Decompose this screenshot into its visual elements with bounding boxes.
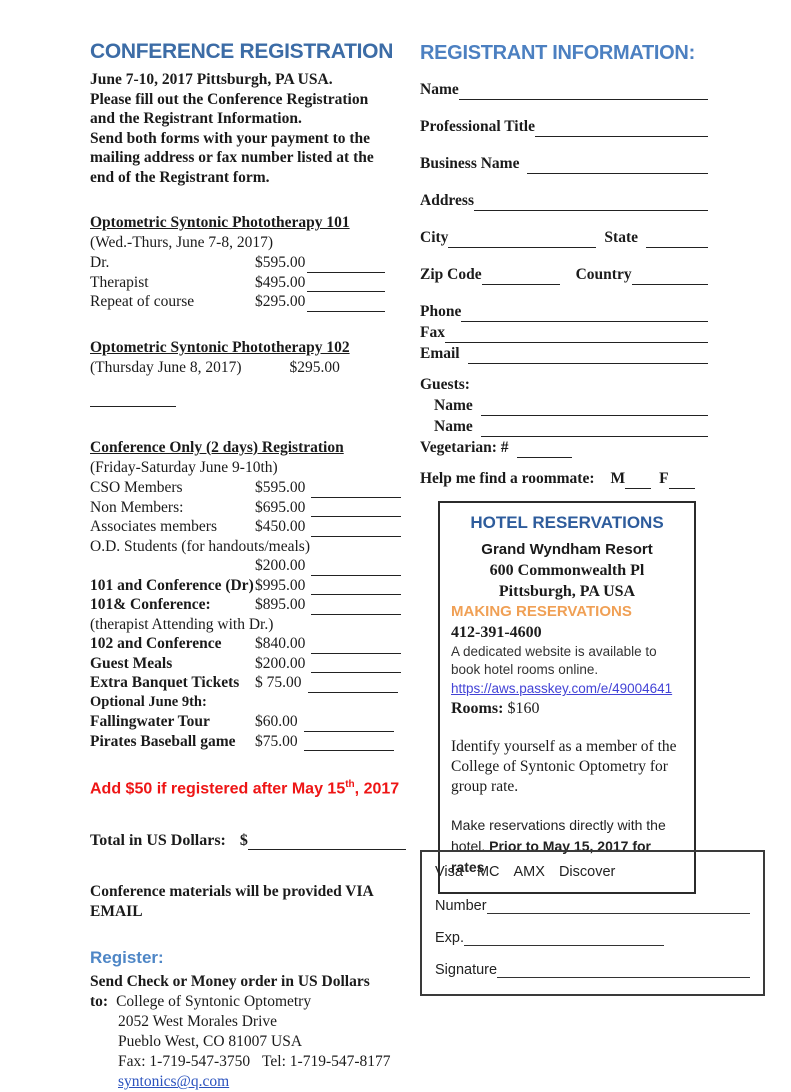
- fill-in-blank: [632, 269, 708, 285]
- fill-in-blank: [517, 442, 572, 458]
- price-value: $595.00: [255, 479, 306, 496]
- late-fee-text: Add $50 if registered after May 15: [90, 780, 346, 798]
- hotel-address-line: 600 Commonwealth Pl: [489, 562, 645, 579]
- card-type-visa: Visa: [435, 864, 463, 880]
- male-label: M: [610, 470, 626, 487]
- section-dates: (Friday-Saturday June 9-10th): [90, 459, 278, 476]
- form-field-name: [420, 79, 708, 100]
- fill-in-blank: [311, 560, 401, 576]
- price-note-row: [90, 615, 418, 635]
- section-phototherapy-101: [90, 213, 418, 312]
- address-street: 2052 West Morales Drive: [118, 1013, 278, 1031]
- fill-in-blank: [311, 638, 401, 654]
- price-value: $200.00: [255, 557, 306, 574]
- price-row: [90, 292, 418, 312]
- hotel-booking-link[interactable]: https://aws.passkey.com/e/49004641: [451, 681, 673, 696]
- price-value: $695.00: [255, 498, 306, 516]
- rooms-label: Rooms:: [451, 700, 504, 717]
- price-row: [90, 556, 418, 576]
- price-label: 101 and Conference (Dr): [90, 576, 254, 594]
- fill-in-blank: [646, 232, 708, 248]
- intro-line: end of the Registrant form.: [90, 168, 270, 186]
- card-signature-field: [435, 962, 750, 978]
- address-city: Pueblo West, CO 81007 USA: [118, 1033, 303, 1051]
- price-row: [90, 634, 418, 654]
- fill-in-blank: [535, 121, 708, 137]
- card-exp-field: [435, 930, 750, 946]
- fill-in-blank: [311, 482, 401, 498]
- price-label: Dr.: [90, 254, 110, 271]
- materials-note: Conference materials will be provided VIA EMAIL: [90, 883, 373, 921]
- price-value: $60.00: [255, 713, 298, 730]
- total-row: [90, 832, 418, 850]
- rooms-price: $160: [507, 700, 540, 717]
- section-heading: Conference Only (2 days) Registration: [90, 439, 344, 456]
- group-rate-note: Identify yourself as a member of the College of Syntonic Optometry for group rate.: [451, 738, 677, 795]
- fill-in-blank: [311, 521, 401, 537]
- price-label: Non Members:: [90, 498, 184, 516]
- optional-heading-row: [90, 693, 418, 713]
- tel-number: Tel: 1-719-547-8177: [262, 1053, 391, 1071]
- field-label: Number: [435, 898, 487, 914]
- price-row: [90, 595, 418, 615]
- price-row: [90, 273, 418, 293]
- fill-in-blank: [482, 269, 560, 285]
- reserve-deadline: Prior to May 15, 2017 for rates: [451, 838, 651, 875]
- card-number-field: [435, 898, 750, 914]
- page-title: CONFERENCE REGISTRATION: [90, 40, 394, 63]
- fill-in-blank: [445, 327, 708, 343]
- price-row: [90, 517, 418, 537]
- price-row: [90, 478, 418, 498]
- guest-name-field: [420, 395, 708, 416]
- price-value: $295.00: [255, 293, 306, 310]
- intro-line: Send both forms with your payment to the: [90, 129, 371, 147]
- field-label: Professional Title: [420, 118, 535, 135]
- hotel-address-line: Pittsburgh, PA USA: [498, 583, 636, 600]
- fill-in-blank: [307, 276, 385, 292]
- section-dates: (Wed.-Thurs, June 7-8, 2017): [90, 234, 273, 251]
- guests-heading: [420, 374, 708, 395]
- field-label: Name: [420, 81, 459, 98]
- email-link[interactable]: syntonics@q.com: [118, 1073, 230, 1091]
- card-type-discover: Discover: [558, 864, 616, 880]
- making-reservations-heading: MAKING RESERVATIONS: [451, 603, 632, 620]
- price-label: 101& Conference:: [90, 596, 211, 613]
- fill-in-blank: [311, 579, 401, 595]
- price-value: $295.00: [289, 358, 340, 376]
- price-value: $75.00: [255, 732, 298, 750]
- conference-registration-column: [90, 40, 418, 1092]
- hotel-website-note: A dedicated website is available to book hotel rooms online.: [451, 644, 657, 677]
- rooms-rate: [451, 698, 683, 719]
- field-label: Help me find a roommate:: [420, 470, 595, 487]
- price-row: [90, 498, 418, 518]
- female-label: F: [659, 470, 669, 487]
- fill-in-blank: [481, 400, 708, 416]
- field-label: Signature: [435, 962, 498, 978]
- fill-in-blank: [461, 306, 708, 322]
- price-value: $200.00: [255, 654, 306, 672]
- currency-sign: $: [239, 832, 248, 850]
- price-label: Extra Banquet Tickets: [90, 674, 240, 691]
- price-label: O.D. Students (for handouts/meals): [90, 537, 310, 555]
- field-label: Phone: [420, 303, 462, 320]
- late-fee-warning: [90, 779, 418, 798]
- field-label: Guests:: [420, 376, 470, 393]
- fax-tel-line: [90, 1052, 418, 1072]
- price-value: $840.00: [255, 635, 306, 652]
- field-label: Business Name: [420, 155, 520, 172]
- price-value: $995.00: [255, 576, 306, 594]
- fill-in-blank: [474, 195, 708, 211]
- price-label: Associates members: [90, 518, 217, 535]
- total-label: Total in US Dollars:: [90, 832, 226, 850]
- fill-in-blank: [468, 348, 708, 364]
- price-label: Fallingwater Tour: [90, 713, 210, 730]
- hotel-reservations-box: [438, 501, 696, 894]
- form-field-fax: [420, 322, 708, 343]
- price-row: [90, 712, 418, 732]
- fill-in-blank: [487, 899, 750, 914]
- to-label: to:: [90, 993, 109, 1011]
- field-label: Zip Code: [420, 266, 482, 283]
- field-label: Name: [434, 418, 473, 435]
- section-heading: Optometric Syntonic Phototherapy 102: [90, 338, 350, 356]
- fill-in-blank: [497, 963, 750, 978]
- fill-in-blank: [464, 931, 664, 946]
- price-label: (Thursday June 8, 2017): [90, 358, 242, 376]
- price-row: [90, 654, 418, 674]
- fill-in-blank: [527, 158, 708, 174]
- price-note: (therapist Attending with Dr.): [90, 615, 274, 633]
- card-type-amx: AMX: [513, 864, 545, 880]
- form-field-professional-title: [420, 116, 708, 137]
- fill-in-blank: [311, 599, 401, 615]
- late-fee-year: , 2017: [354, 780, 400, 798]
- price-row: [90, 732, 418, 752]
- optional-heading: Optional June 9th:: [90, 693, 207, 710]
- field-label: Address: [420, 192, 474, 209]
- fill-in-blank: [669, 473, 695, 489]
- price-label: Therapist: [90, 273, 149, 291]
- price-value: $595.00: [255, 254, 306, 271]
- send-check-instruction: Send Check or Money order in US Dollars: [90, 973, 370, 991]
- fill-in-blank: [625, 473, 651, 489]
- price-value: $495.00: [255, 273, 306, 291]
- roommate-field: [420, 468, 708, 489]
- intro-line: June 7-10, 2017 Pittsburgh, PA USA.: [90, 71, 333, 88]
- form-field-zip-country: [420, 264, 708, 285]
- price-row: [90, 576, 418, 596]
- card-types-row: [435, 864, 750, 880]
- field-label: Country: [575, 266, 632, 283]
- register-heading: Register:: [90, 948, 164, 968]
- price-label: 102 and Conference: [90, 635, 222, 652]
- section-phototherapy-102: [90, 338, 418, 413]
- form-field-address: [420, 190, 708, 211]
- late-fee-superscript: th: [345, 779, 355, 790]
- price-value: $450.00: [255, 518, 306, 535]
- guest-name-field: [420, 416, 708, 437]
- form-field-email: [420, 343, 708, 364]
- fill-in-blank: [307, 257, 385, 273]
- fill-in-blank: [459, 84, 708, 100]
- price-label: Repeat of course: [90, 293, 195, 310]
- credit-card-box: [420, 850, 765, 996]
- field-label: City: [420, 229, 449, 246]
- intro-text: [90, 70, 418, 187]
- card-type-mc: MC: [476, 864, 500, 880]
- fill-in-blank: [304, 716, 394, 732]
- price-row: [90, 358, 418, 378]
- field-label: Exp.: [435, 930, 465, 946]
- field-label: Name: [434, 397, 473, 414]
- price-row: [90, 673, 418, 693]
- field-label: Vegetarian: #: [420, 439, 509, 456]
- price-value: $ 75.00: [255, 674, 302, 691]
- field-label: State: [604, 229, 638, 246]
- hotel-name: Grand Wyndham Resort: [481, 541, 653, 558]
- field-label: Email: [420, 345, 460, 362]
- price-label: CSO Members: [90, 479, 183, 496]
- registrant-title: REGISTRANT INFORMATION:: [420, 42, 695, 64]
- vegetarian-field: [420, 437, 708, 458]
- price-label-row: [90, 537, 418, 557]
- fill-in-blank: [304, 735, 394, 751]
- fill-in-blank: [448, 232, 596, 248]
- fill-in-blank: [308, 677, 398, 693]
- hotel-heading: HOTEL RESERVATIONS: [470, 513, 664, 532]
- organization-name: College of Syntonic Optometry: [116, 993, 312, 1011]
- intro-line: mailing address or fax number listed at the: [90, 149, 374, 166]
- price-value: $895.00: [255, 596, 306, 613]
- total-fill-in-blank: [248, 834, 406, 850]
- registrant-information-column: [420, 42, 708, 978]
- fill-in-blank: [481, 421, 708, 437]
- section-heading: Optometric Syntonic Phototherapy 101: [90, 214, 350, 231]
- form-field-business-name: [420, 153, 708, 174]
- mailing-address-line: [90, 992, 418, 1012]
- intro-line: Please fill out the Conference Registration: [90, 90, 369, 108]
- fill-in-blank: [311, 657, 401, 673]
- fill-in-blank: [90, 391, 176, 407]
- fax-number: Fax: 1-719-547-3750: [118, 1053, 251, 1071]
- fill-in-blank: [311, 501, 401, 517]
- reserve-text: Make reservations directly with the hotel.: [451, 817, 666, 854]
- field-label: Fax: [420, 324, 445, 341]
- intro-line: and the Registrant Information.: [90, 110, 302, 127]
- fill-in-blank: [307, 296, 385, 312]
- price-label: Pirates Baseball game: [90, 732, 236, 750]
- hotel-phone: 412-391-4600: [451, 624, 542, 641]
- form-field-phone: [420, 301, 708, 322]
- form-field-city-state: [420, 227, 708, 248]
- price-label: Guest Meals: [90, 654, 173, 672]
- section-conference-only: [90, 438, 418, 751]
- price-row: [90, 253, 418, 273]
